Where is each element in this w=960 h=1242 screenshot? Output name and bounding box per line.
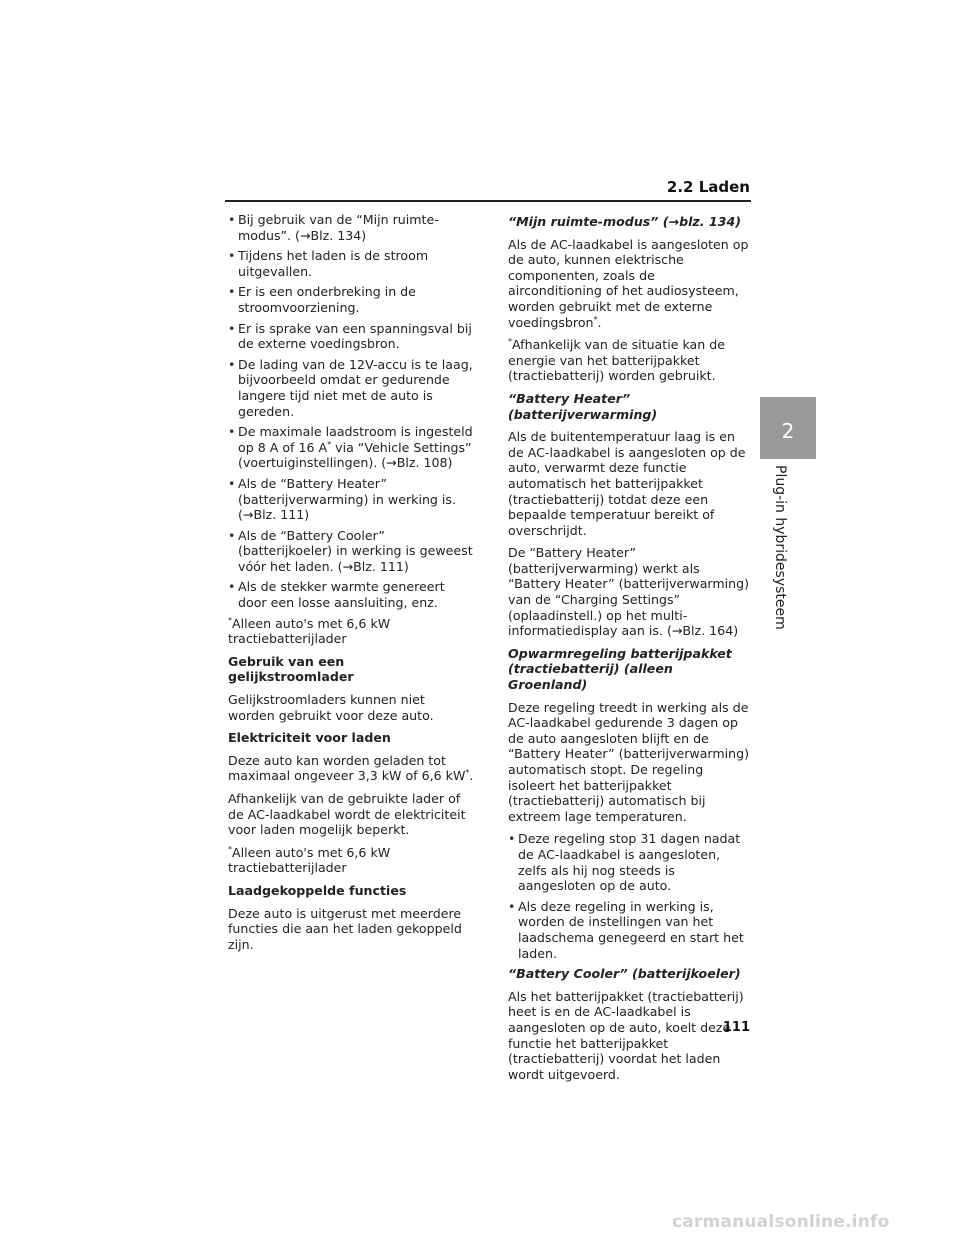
paragraph: Als het batterijpakket (tractiebatterij) heet is en de AC-laadkabel is aangesloten op de auto, koelt deze functie het batterijpakket (tractiebatterij) voordat het laden wordt uitgevoerd. — [508, 988, 744, 1082]
paragraph: Afhankelijk van de gebruikte lader of de AC-laadkabel wordt de elektriciteit voor laden mogelijk beperkt. — [228, 791, 466, 838]
chapter-tab — [760, 397, 816, 459]
list-item: • Bij gebruik van de “Mijn ruimte-modus”. (→Blz. 134) — [228, 212, 474, 243]
paragraph: Gelijkstroomladers kunnen niet worden gebruikt voor deze auto. — [228, 692, 434, 723]
footnote-text: Alleen auto's met 6,6 kW tractiebatterijlader — [228, 844, 391, 876]
list-item — [228, 424, 474, 471]
list-item: • Als deze regeling in werking is, worden de instellingen van het laadschema genegeerd en start het laden. — [508, 899, 752, 961]
list-item: • Tijdens het laden is de stroom uitgevallen. — [228, 248, 474, 279]
paragraph-text: . — [597, 314, 602, 330]
footnote — [228, 616, 474, 647]
list-item: • Deze regeling stop 31 dagen nadat de AC-laadkabel is aangesloten, zelfs als hij nog steeds is aangesloten op de auto. — [508, 831, 752, 893]
footnote-mark: * — [465, 768, 470, 778]
heading-battery-cooler: “Battery Cooler” (batterijkoeler) — [508, 966, 741, 982]
section-title: 2.2 Laden — [666, 178, 750, 196]
paragraph: Deze regeling treedt in werking als de AC-laadkabel gedurende 3 dagen op de auto aangesloten blijft en de “Battery Heater” (batterijverwarming) automatisch stopt. De regeling isoleert het batterijpakket (tractiebatterij) automatisch bij extreem lage temperaturen. — [508, 699, 750, 824]
chapter-number: 2 — [781, 419, 795, 443]
footnote-text: Afhankelijk van de situatie kan de energie van het batterijpakket (tractiebatterij) worden gebruikt. — [508, 337, 725, 384]
header-divider — [225, 200, 751, 202]
list-item: • Er is sprake van een spanningsval bij de externe voedingsbron. — [228, 321, 474, 352]
footnote-mark: * — [593, 314, 598, 324]
footnote-mark: * — [327, 439, 332, 449]
list-item: • Als de “Battery Heater” (batterijverwarming) in werking is. (→Blz. 111) — [228, 476, 474, 523]
footnote — [508, 337, 752, 384]
footnote — [228, 845, 474, 876]
paragraph-text: . — [469, 768, 474, 784]
heading-dc-charger: Gebruik van een gelijkstroomlader — [228, 653, 354, 685]
watermark: carmanualsonline.info — [672, 1212, 890, 1232]
heading-battery-warmup: Opwarmregeling batterijpakket (tractiebatterij) (alleen Groenland) — [508, 645, 732, 693]
footnote-mark: * — [508, 336, 512, 346]
page-number: 111 — [722, 1020, 750, 1035]
paragraph: Als de buitentemperatuur laag is en de AC-laadkabel is aangesloten op de auto, verwarmt deze functie automatisch het batterijpakket (tractiebatterij) totdat deze een bepaalde temperatuur bereikt of overschrijdt. — [508, 429, 746, 538]
paragraph: Deze auto is uitgerust met meerdere functies die aan het laden gekoppeld zijn. — [228, 905, 462, 952]
paragraph — [228, 753, 474, 784]
paragraph: De “Battery Heater” (batterijverwarming) werkt als “Battery Heater” (batterijverwarming) van de “Charging Settings” (oplaadinstell.) op het multi-informatiedisplay aan is. (→Blz. 164) — [508, 545, 750, 639]
paragraph-text: Als de AC-laadkabel is aangesloten op de auto, kunnen elektrische componenten, zoals de airconditioning of het audiosysteem, worden gebruikt met de externe voedingsbron — [508, 236, 749, 330]
list-item: • Er is een onderbreking in de stroomvoorziening. — [228, 284, 474, 315]
list-item-text: via “Vehicle Settings” (voertuiginstellingen). (→Blz. 108) — [238, 439, 472, 471]
list-item: • Als de “Battery Cooler” (batterijkoeler) in werking is geweest vóór het laden. (→Blz. 111) — [228, 528, 474, 575]
footnote-mark: * — [228, 615, 232, 625]
chapter-label: Plug-in hybridesysteem — [772, 465, 788, 630]
list-item: • Als de stekker warmte genereert door een losse aansluiting, enz. — [228, 579, 474, 610]
heading-my-room-mode: “Mijn ruimte-modus” (→blz. 134) — [508, 214, 741, 229]
paragraph — [508, 237, 752, 331]
heading-battery-heater: “Battery Heater” (batterijverwarming) — [508, 390, 658, 422]
right-column — [508, 212, 752, 1089]
footnote-text: Alleen auto's met 6,6 kW tractiebatterijlader — [228, 615, 391, 647]
heading-charging-power: Elektriciteit voor laden — [228, 730, 391, 746]
list-item: • De lading van de 12V-accu is te laag, bijvoorbeeld omdat er gedurende langere tijd niet met de auto is gereden. — [228, 357, 474, 419]
paragraph-text: Deze auto kan worden geladen tot maximaal ongeveer 3,3 kW of 6,6 kW — [228, 752, 466, 784]
list-item-text: De maximale laadstroom is ingesteld op 8 A of 16 A — [238, 424, 473, 455]
left-column — [228, 212, 474, 959]
footnote-mark: * — [228, 844, 232, 854]
heading-linked-functions: Laadgekoppelde functies — [228, 882, 407, 898]
